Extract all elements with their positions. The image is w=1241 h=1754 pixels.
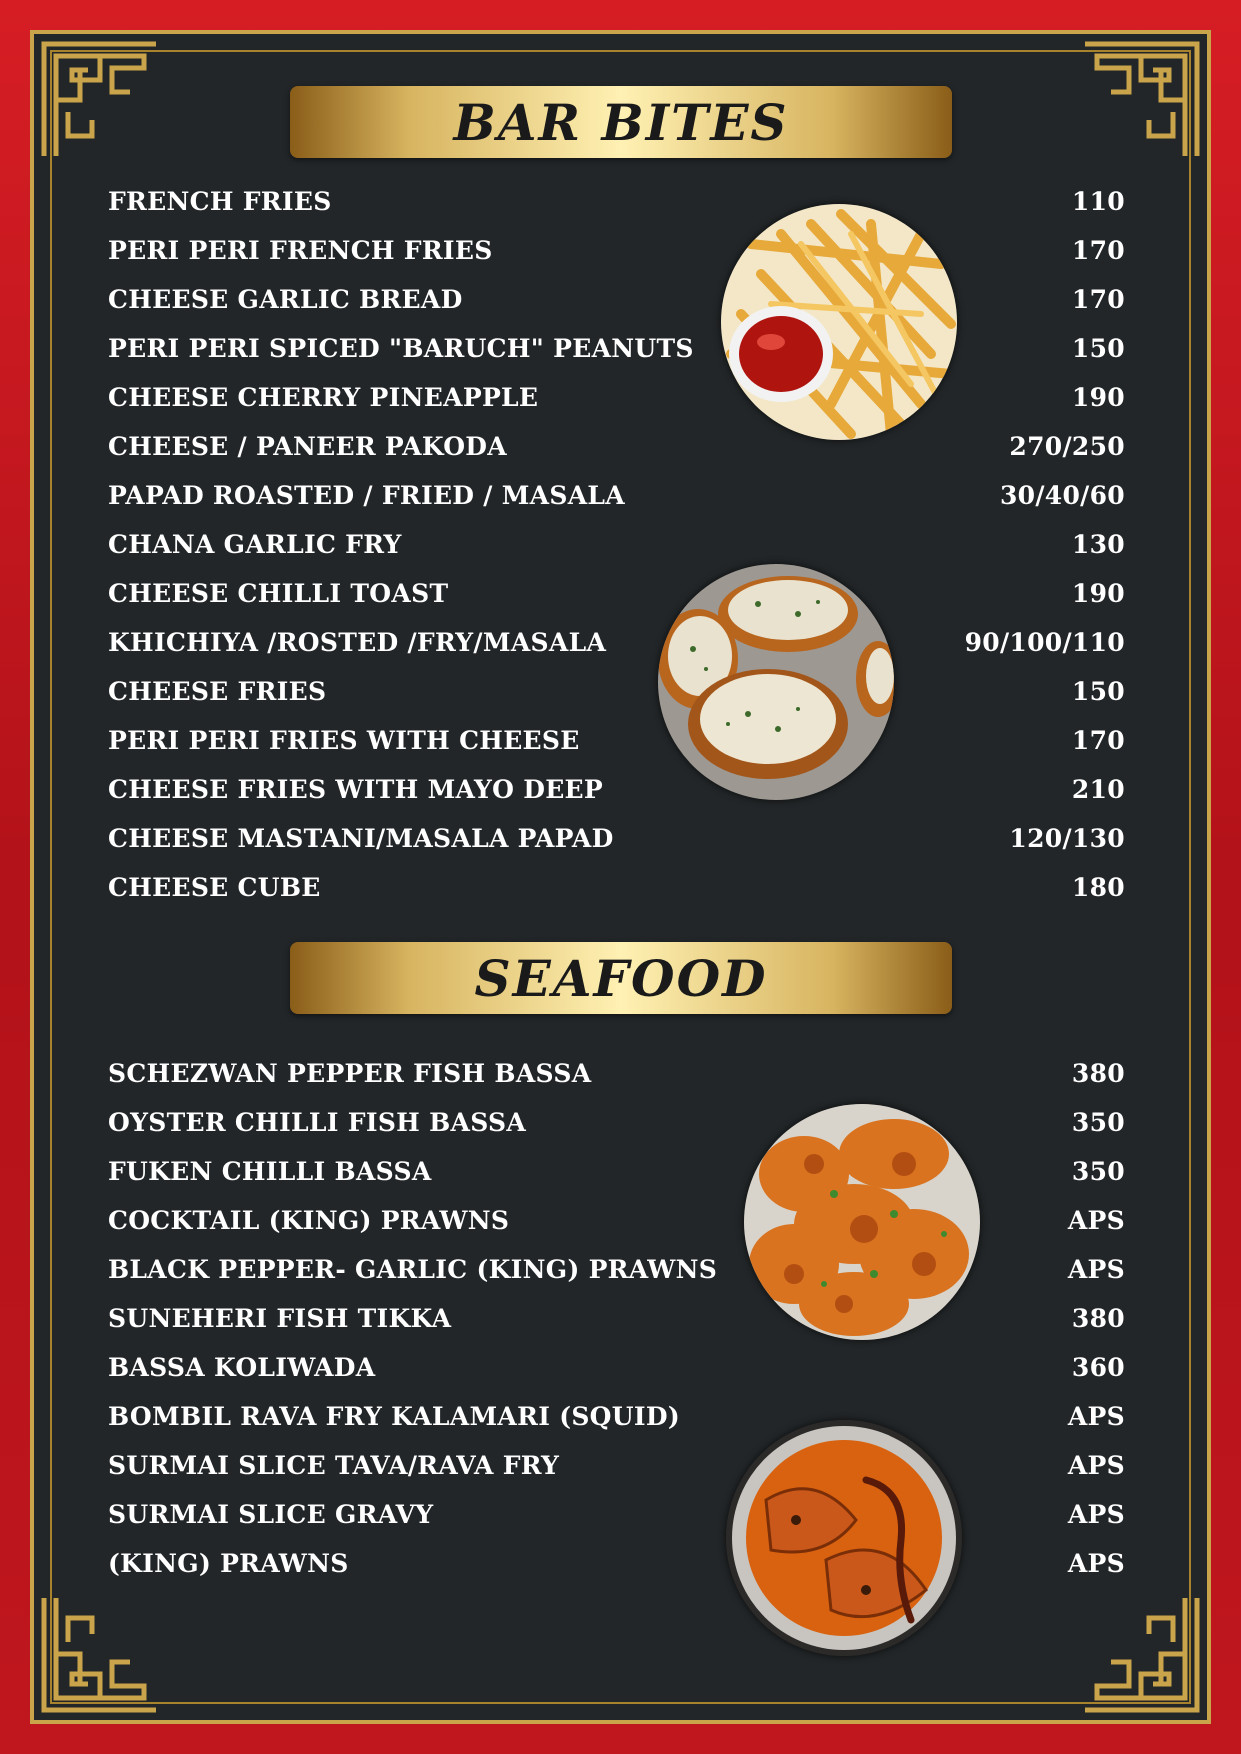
menu-item — [108, 720, 1125, 760]
menu-item — [108, 279, 1125, 319]
section-title-text: BAR BITES — [453, 92, 789, 152]
item-price: APS — [1067, 1450, 1125, 1480]
item-price: 130 — [1071, 529, 1125, 559]
menu-item — [108, 230, 1125, 270]
item-name: CHEESE CHILLI TOAST — [108, 578, 449, 608]
item-price: 380 — [1071, 1058, 1125, 1088]
menu-item — [108, 524, 1125, 564]
menu-item — [108, 475, 1125, 515]
item-price: 150 — [1071, 333, 1125, 363]
item-name: CHEESE FRIES — [108, 676, 327, 706]
item-price: 360 — [1071, 1352, 1125, 1382]
item-name: KHICHIYA /ROSTED /FRY/MASALA — [108, 627, 607, 657]
menu-item — [108, 622, 1125, 662]
menu-item — [108, 181, 1125, 221]
greek-key-ornament-icon — [40, 1594, 160, 1714]
item-name: CHEESE / PANEER PAKODA — [108, 431, 507, 461]
menu-item — [108, 377, 1125, 417]
menu-item — [108, 328, 1125, 368]
item-name: CHANA GARLIC FRY — [108, 529, 402, 559]
section-title-seafood — [290, 942, 952, 1014]
menu-item — [108, 1102, 1125, 1142]
item-price: 180 — [1071, 872, 1125, 902]
item-price: APS — [1067, 1401, 1125, 1431]
item-price: 170 — [1071, 235, 1125, 265]
greek-key-ornament-icon — [1081, 40, 1201, 160]
item-price: APS — [1067, 1254, 1125, 1284]
item-name: PERI PERI FRENCH FRIES — [108, 235, 493, 265]
menu-item — [108, 867, 1125, 907]
menu-item — [108, 1543, 1125, 1583]
item-price: 120/130 — [1009, 823, 1125, 853]
item-name: COCKTAIL (KING) PRAWNS — [108, 1205, 510, 1235]
item-name: SURMAI SLICE GRAVY — [108, 1499, 434, 1529]
item-name: SURMAI SLICE TAVA/RAVA FRY — [108, 1450, 560, 1480]
menu-item — [108, 1347, 1125, 1387]
menu-item — [108, 1445, 1125, 1485]
greek-key-ornament-icon — [40, 40, 160, 160]
item-name: CHEESE CHERRY PINEAPPLE — [108, 382, 539, 412]
item-name: BLACK PEPPER- GARLIC (KING) PRAWNS — [108, 1254, 718, 1284]
menu-item — [108, 671, 1125, 711]
item-price: 350 — [1071, 1156, 1125, 1186]
item-name: BASSA KOLIWADA — [108, 1352, 376, 1382]
item-price: 210 — [1071, 774, 1125, 804]
menu-item — [108, 1396, 1125, 1436]
item-name: SUNEHERI FISH TIKKA — [108, 1303, 452, 1333]
item-name: CHEESE GARLIC BREAD — [108, 284, 463, 314]
item-name: FUKEN CHILLI BASSA — [108, 1156, 432, 1186]
item-name: CHEESE MASTANI/MASALA PAPAD — [108, 823, 614, 853]
item-price: 270/250 — [1009, 431, 1125, 461]
item-name: PERI PERI FRIES WITH CHEESE — [108, 725, 580, 755]
menu-item — [108, 573, 1125, 613]
item-name: SCHEZWAN PEPPER FISH BASSA — [108, 1058, 592, 1088]
item-price: 170 — [1071, 725, 1125, 755]
item-name: CHEESE FRIES WITH MAYO DEEP — [108, 774, 604, 804]
item-name: BOMBIL RAVA FRY KALAMARI (SQUID) — [108, 1401, 680, 1431]
fried-fish-photo — [744, 1104, 980, 1340]
item-price: APS — [1067, 1548, 1125, 1578]
item-price: 350 — [1071, 1107, 1125, 1137]
item-price: 190 — [1071, 382, 1125, 412]
item-price: 30/40/60 — [999, 480, 1125, 510]
item-name: CHEESE CUBE — [108, 872, 321, 902]
menu-item — [108, 426, 1125, 466]
item-name: PERI PERI SPICED "BARUCH" PEANUTS — [108, 333, 694, 363]
item-price: 170 — [1071, 284, 1125, 314]
item-price: 90/100/110 — [964, 627, 1125, 657]
item-name: PAPAD ROASTED / FRIED / MASALA — [108, 480, 626, 510]
french-fries-photo — [721, 204, 957, 440]
item-name: FRENCH FRIES — [108, 186, 332, 216]
item-price: 150 — [1071, 676, 1125, 706]
section-title-bar-bites — [290, 86, 952, 158]
menu-item — [108, 1298, 1125, 1338]
item-price: 190 — [1071, 578, 1125, 608]
greek-key-ornament-icon — [1081, 1594, 1201, 1714]
garlic-bread-photo — [658, 564, 894, 800]
fish-curry-photo — [726, 1420, 962, 1656]
menu-item — [108, 769, 1125, 809]
menu-item — [108, 1494, 1125, 1534]
section-title-text: SEAFOOD — [474, 948, 768, 1008]
item-price: 380 — [1071, 1303, 1125, 1333]
item-name: (KING) PRAWNS — [108, 1548, 349, 1578]
menu-item — [108, 1053, 1125, 1093]
item-price: 110 — [1071, 186, 1125, 216]
menu-item — [108, 818, 1125, 858]
item-price: APS — [1067, 1499, 1125, 1529]
item-name: OYSTER CHILLI FISH BASSA — [108, 1107, 527, 1137]
item-price: APS — [1067, 1205, 1125, 1235]
